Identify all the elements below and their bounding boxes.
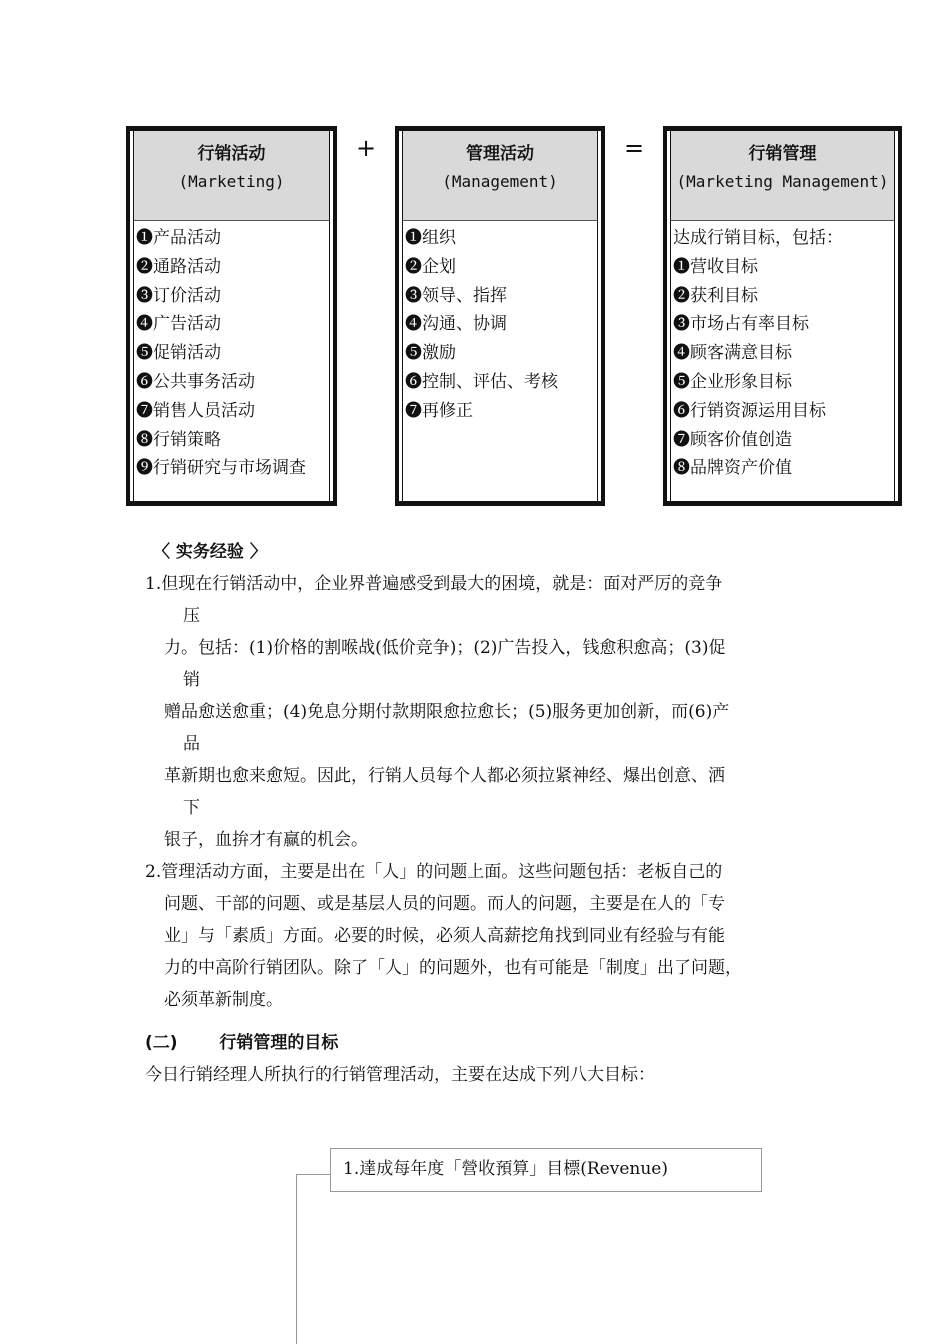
paragraph-line: 2.管理活动方面，主要是出在「人」的问题上面。这些问题包括：老板自己的 bbox=[145, 862, 723, 882]
list-item: ❺企业形象目标 bbox=[673, 371, 792, 392]
section-title: 行销管理的目标 bbox=[219, 1033, 339, 1053]
marketing-management-box bbox=[663, 126, 902, 506]
connector-line bbox=[296, 1174, 297, 1344]
list-item: ❻控制、评估、考核 bbox=[405, 371, 558, 392]
goal-box-revenue bbox=[330, 1148, 762, 1192]
box-subtitle: (Management) bbox=[442, 172, 558, 191]
box-list bbox=[667, 221, 898, 483]
list-item: ❻行销资源运用目标 bbox=[673, 400, 826, 421]
box-title: 管理活动 bbox=[466, 144, 534, 164]
list-item: ❽行销策略 bbox=[136, 429, 221, 450]
box-header bbox=[671, 131, 894, 221]
section-number: (二) bbox=[145, 1033, 178, 1053]
box-list bbox=[130, 221, 333, 483]
paragraph-line: 业」与「素质」方面。必要的时候，必须人高薪挖角找到同业有经验与有能 bbox=[164, 926, 725, 946]
section-intro: 今日行销经理人所执行的行销管理活动，主要在达成下列八大目标： bbox=[145, 1065, 655, 1085]
list-item: ❷通路活动 bbox=[136, 256, 221, 277]
section-block bbox=[145, 1027, 825, 1091]
list-item: ❸市场占有率目标 bbox=[673, 314, 809, 335]
list-item: ❼销售人员活动 bbox=[136, 400, 255, 421]
list-item: ❶营收目标 bbox=[673, 256, 758, 277]
paragraph-line: 1.但现在行销活动中，企业界普遍感受到最大的困境，就是：面对严厉的竞争 bbox=[145, 574, 723, 594]
marketing-activities-box bbox=[126, 126, 337, 506]
paragraph-line: 力。包括：(1)价格的割喉战(低价竞争)；(2)广告投入，钱愈积愈高；(3)促 bbox=[164, 638, 726, 658]
list-item: ❼再修正 bbox=[405, 400, 473, 421]
box-header bbox=[403, 131, 597, 221]
connector-line bbox=[296, 1174, 330, 1175]
section-heading bbox=[145, 1027, 825, 1059]
list-item: ❶组织 bbox=[405, 228, 456, 248]
plus-operator: + bbox=[356, 134, 377, 162]
list-item: ❾行销研究与市场调查 bbox=[136, 458, 306, 479]
paragraph-line: 下 bbox=[183, 798, 200, 818]
paragraph-line: 必须革新制度。 bbox=[164, 990, 283, 1010]
box-subtitle: (Marketing Management) bbox=[676, 172, 889, 191]
list-item: ❶产品活动 bbox=[136, 228, 221, 248]
paragraph-line: 压 bbox=[183, 606, 200, 626]
list-item: ❹顾客满意目标 bbox=[673, 343, 792, 364]
paragraph-line: 销 bbox=[183, 670, 200, 690]
box-list bbox=[399, 221, 601, 426]
goal-english: (Revenue) bbox=[580, 1159, 668, 1179]
equals-operator: = bbox=[624, 134, 645, 162]
list-item: ❺促销活动 bbox=[136, 343, 221, 364]
list-item: ❼顾客价值创造 bbox=[673, 429, 792, 450]
paragraph-line: 赠品愈送愈重；(4)免息分期付款期限愈拉愈长；(5)服务更加创新，而(6)产 bbox=[164, 702, 730, 722]
box-title: 行销活动 bbox=[197, 144, 266, 164]
list-item: ❷企划 bbox=[405, 256, 456, 277]
list-item: ❽品牌资产价值 bbox=[673, 458, 792, 479]
paragraph-line: 问题、干部的问题、或是基层人员的问题。而人的问题，主要是在人的「专 bbox=[164, 894, 725, 914]
paragraph-line: 革新期也愈来愈短。因此，行销人员每个人都必须拉紧神经、爆出创意、洒 bbox=[164, 766, 725, 786]
list-item: ❹广告活动 bbox=[136, 314, 221, 335]
list-item: ❸订价活动 bbox=[136, 285, 221, 306]
paragraph-line: 力的中高阶行销团队。除了「人」的问题外，也有可能是「制度」出了问题， bbox=[164, 958, 742, 978]
box-subtitle: (Marketing) bbox=[178, 172, 285, 191]
experience-heading: 〈 实务经验 〉 bbox=[153, 542, 267, 562]
list-item: ❺激励 bbox=[405, 343, 456, 364]
paragraph-line: 品 bbox=[183, 734, 200, 754]
experience-section bbox=[145, 536, 825, 1016]
list-item: ❷获利目标 bbox=[673, 285, 758, 306]
list-item: ❻公共事务活动 bbox=[136, 371, 255, 392]
goal-number: 1. bbox=[343, 1159, 360, 1179]
list-item: ❹沟通、协调 bbox=[405, 314, 507, 335]
list-item: ❸领导、指挥 bbox=[405, 285, 507, 306]
paragraph-line: 银子，血拚才有赢的机会。 bbox=[164, 830, 368, 850]
list-item: 达成行销目标，包括： bbox=[673, 228, 843, 248]
management-activities-box bbox=[395, 126, 605, 506]
box-header bbox=[134, 131, 329, 221]
box-title: 行销管理 bbox=[748, 144, 817, 164]
goal-text: 達成每年度「營收預算」目標 bbox=[359, 1159, 581, 1179]
